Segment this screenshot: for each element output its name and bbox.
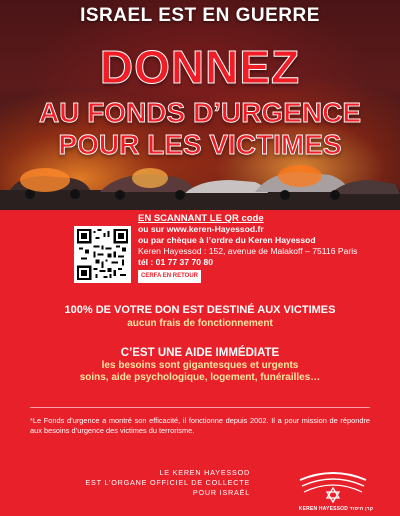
footer-line-2: EST L’ORGANE OFFICIEL DE COLLECTE	[85, 478, 250, 487]
donnez-headline: DONNEZ	[99, 41, 301, 93]
qr-code-icon	[77, 229, 128, 280]
scan-qr-label: EN SCANNANT LE QR code	[138, 213, 264, 224]
payment-info	[138, 213, 388, 283]
qr-code[interactable]	[74, 226, 131, 283]
hero-photo	[0, 0, 400, 210]
footer-line-3: POUR ISRAËL	[192, 488, 250, 497]
donation-message	[0, 303, 400, 331]
aid-title: C’EST UNE AIDE IMMÉDIATE	[120, 347, 280, 359]
victims-subline: POUR LES VICTIMES	[58, 129, 342, 160]
aid-detail-1: les besoins sont gigantesques et urgents	[101, 360, 299, 371]
aid-detail-2: soins, aide psychologique, logement, funérailles…	[79, 372, 321, 383]
phone-text[interactable]: tél : 01 77 37 70 80	[138, 257, 214, 267]
address-text: Keren Hayessod : 152, avenue de Malakoff – 75116 Paris	[138, 246, 358, 256]
war-kicker: ISRAEL EST EN GUERRE	[80, 5, 320, 26]
aid-message	[0, 346, 400, 384]
donation-title: 100% DE VOTRE DON EST DESTINÉ AUX VICTIMES	[64, 304, 336, 316]
cheque-label: ou par chèque à l’ordre du Keren Hayessod	[138, 235, 316, 245]
logo-caption: KEREN HAYESSOD קרן היסוד	[298, 506, 374, 512]
fund-subline: AU FONDS D’URGENCE	[38, 97, 361, 128]
footer-statement	[60, 468, 250, 498]
donation-detail: aucun frais de fonctionnement	[127, 318, 273, 329]
website-link[interactable]: ou sur www.keren-Hayessod.fr	[138, 224, 264, 234]
footer-line-1: LE KEREN HAYESSOD	[159, 468, 250, 477]
cerfa-badge: CERFA EN RETOUR	[138, 270, 201, 283]
divider	[30, 407, 370, 408]
footnote: *Le Fonds d’urgence a montré son efficacité, il fonctionne depuis 2002. Il a pour mission de répondre aux besoins d’urgence des victimes du terrorisme.	[30, 416, 370, 435]
